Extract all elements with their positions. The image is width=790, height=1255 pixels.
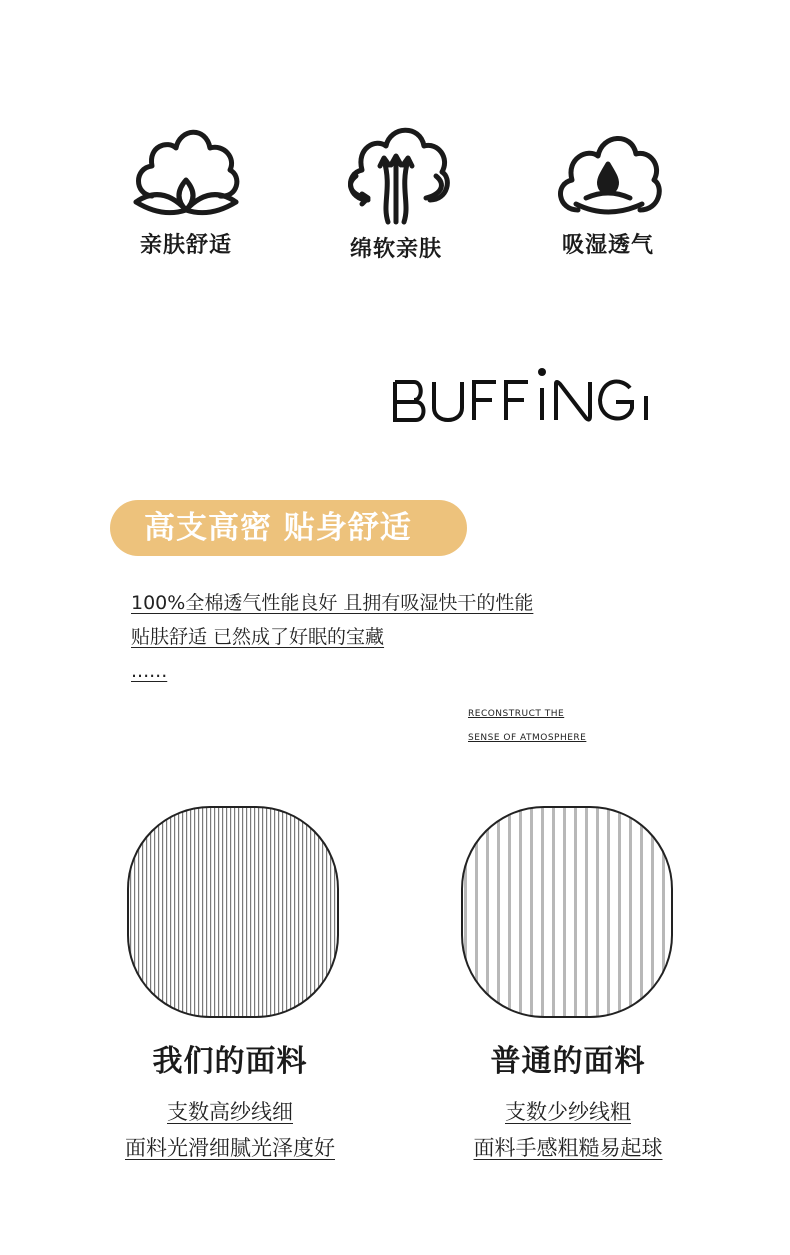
feature-breathable [518,118,698,259]
our-fabric-title: 我们的面料 [152,1044,308,1079]
cotton-water-drop-icon [550,118,666,222]
normal-fabric-info [418,1040,718,1166]
tagline [468,702,586,750]
description-ellipsis: ...... [131,660,168,682]
description-line: 贴肤舒适 已然成了好眠的宝藏 [131,626,385,648]
fine-fabric-swatch [126,805,340,1019]
feature-label: 亲肤舒适 [139,233,232,258]
normal-fabric-line: 支数少纱线粗 [505,1100,631,1124]
cotton-leaf-icon [128,118,244,222]
feature-label: 吸湿透气 [561,233,654,258]
buffing-logo [392,362,654,426]
tagline-line: RECONSTRUCT THE [468,709,565,719]
coarse-fabric-swatch [460,805,674,1019]
headline-banner: 高支高密 贴身舒适 [110,500,467,556]
our-fabric-info [80,1040,380,1166]
normal-fabric-title: 普通的面料 [490,1044,646,1079]
normal-fabric-line: 面料手感粗糙易起球 [473,1136,663,1160]
feature-soft-touch [306,118,486,263]
tagline-line: SENSE OF ATMOSPHERE [468,733,587,743]
our-fabric-line: 支数高纱线细 [167,1100,293,1124]
feature-skin-comfort [96,118,276,259]
feature-label: 绵软亲肤 [349,237,442,262]
description-line: 100%全棉透气性能良好 且拥有吸湿快干的性能 [131,592,534,614]
cotton-breathable-arrows-icon [338,118,454,226]
our-fabric-line: 面料光滑细腻光泽度好 [125,1136,335,1160]
description [131,586,533,688]
